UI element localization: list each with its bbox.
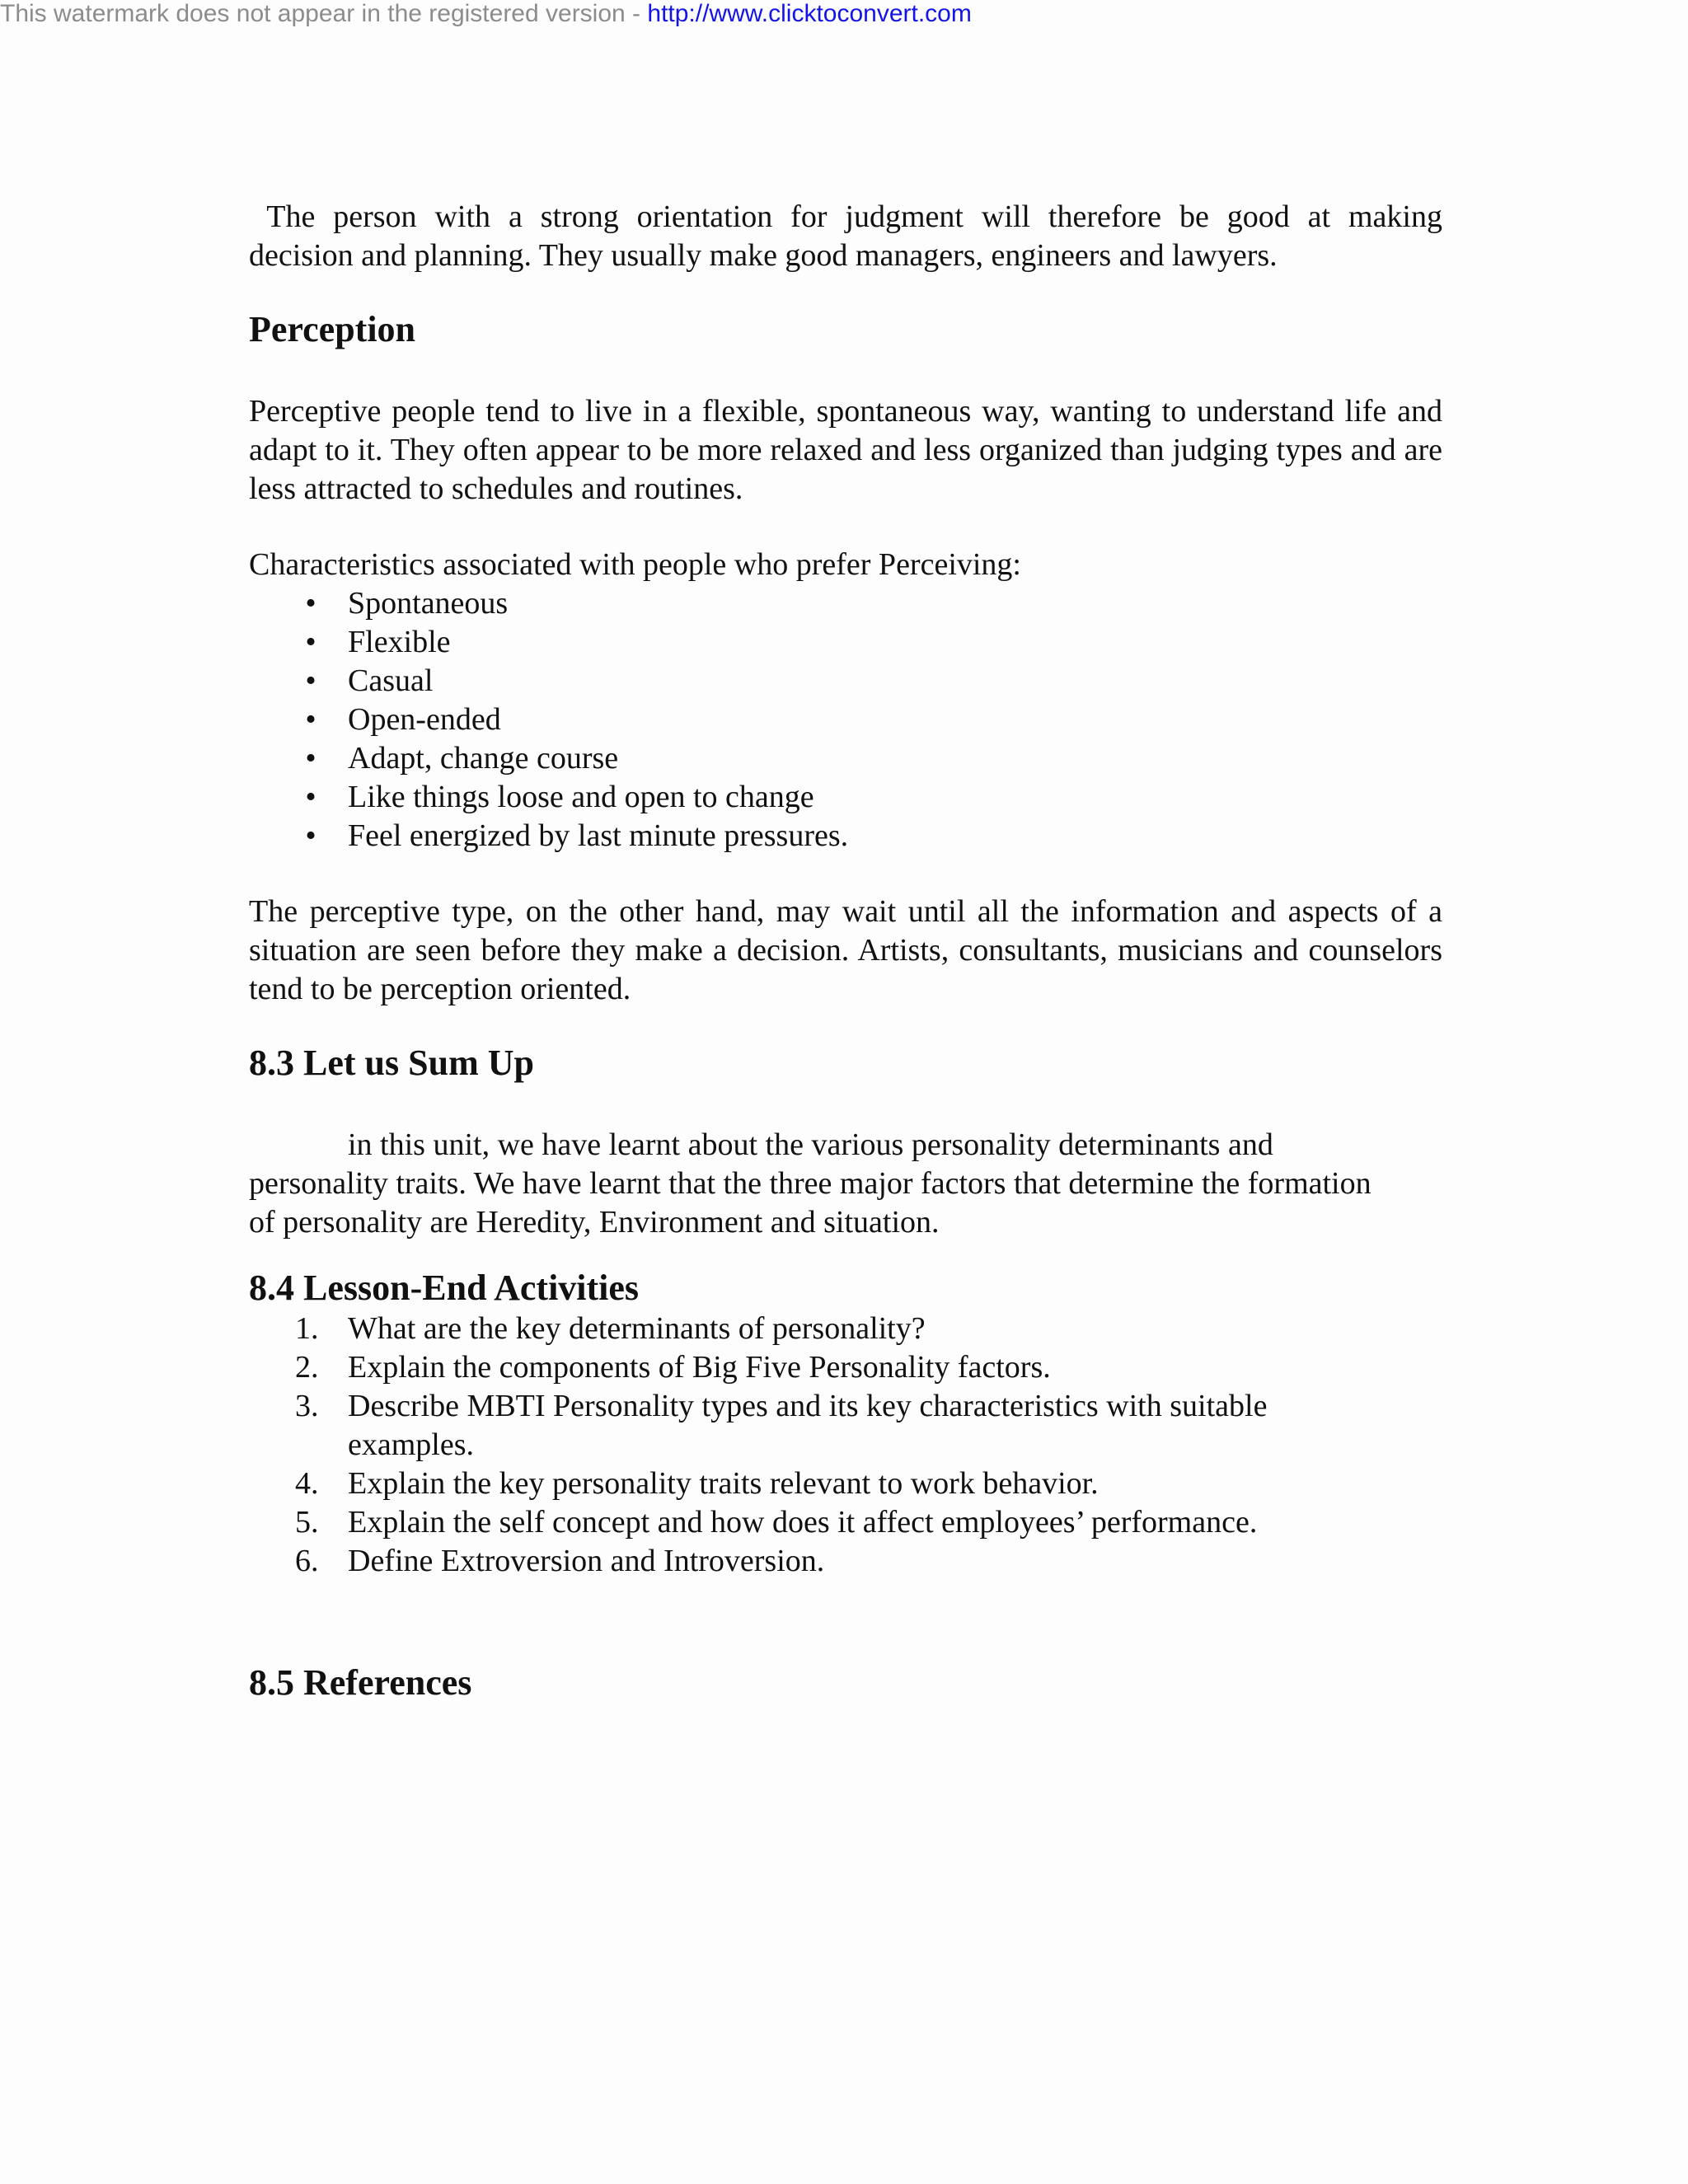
list-item: [249, 584, 1442, 623]
list-item: [249, 1542, 1442, 1581]
bullet: •: [305, 663, 316, 698]
perception-paragraph: Perceptive people tend to live in a flexible, spontaneous way, wanting to understand life and adapt to it. They often appear to be more relaxed and less organized than judging types and are less attracted to schedules and routines.: [249, 394, 1442, 506]
characteristics-list: [249, 584, 1442, 855]
list-item: [249, 701, 1442, 739]
list-item: [249, 1310, 1442, 1348]
list-item: [249, 1503, 1442, 1542]
characteristics-intro: Characteristics associated with people who prefer Perceiving:: [249, 547, 1021, 582]
item-number: 2.: [295, 1350, 319, 1385]
list-item-text: Explain the components of Big Five Personality factors.: [348, 1350, 1051, 1385]
list-item-text: Adapt, change course: [348, 741, 619, 776]
list-item-text: Describe MBTI Personality types and its key characteristics with suitable examples.: [348, 1389, 1268, 1462]
watermark-text: This watermark does not appear in the registered version -: [0, 0, 648, 27]
sum-up-line-1: in this unit, we have learnt about the various personality determinants and: [348, 1127, 1273, 1162]
list-item-text: Spontaneous: [348, 586, 509, 621]
list-item: [249, 623, 1442, 662]
item-number: 4.: [295, 1466, 319, 1501]
item-number: 1.: [295, 1311, 319, 1346]
list-item: [249, 1387, 1442, 1465]
sum-up-line-3: of personality are Heredity, Environment and situation.: [249, 1205, 940, 1240]
perception-heading: Perception: [249, 309, 416, 349]
item-number: 6.: [295, 1544, 319, 1578]
bullet: •: [305, 586, 316, 621]
item-number: 5.: [295, 1505, 319, 1540]
intro-line-2: decision and planning. They usually make good managers, engineers and lawyers.: [249, 238, 1278, 273]
list-item-text: Like things loose and open to change: [348, 780, 814, 814]
bullet: •: [305, 818, 316, 853]
bullet: •: [305, 702, 316, 737]
sum-up-line-2: personality traits. We have learnt that the three major factors that determine the formation: [249, 1166, 1372, 1201]
list-item: [249, 662, 1442, 701]
list-item: [249, 1348, 1442, 1387]
list-item-text: Feel energized by last minute pressures.: [348, 818, 849, 853]
sum-up-paragraph: [249, 1126, 1442, 1242]
bullet: •: [305, 625, 316, 659]
intro-line-1: The person with a strong orientation for judgment will therefore be good at making: [249, 199, 1442, 234]
list-item: [249, 1465, 1442, 1503]
watermark: [0, 0, 972, 28]
item-number: 3.: [295, 1389, 319, 1423]
list-item-text: Open-ended: [348, 702, 501, 737]
list-item-text: Explain the key personality traits relevant to work behavior.: [348, 1466, 1099, 1501]
watermark-link[interactable]: http://www.clicktoconvert.com: [647, 0, 972, 27]
bullet: •: [305, 741, 316, 776]
list-item-text: Flexible: [348, 625, 451, 659]
list-item-text: Casual: [348, 663, 434, 698]
document-page: [249, 198, 1442, 1704]
list-item-text: Explain the self concept and how does it affect employees’ performance.: [348, 1505, 1258, 1540]
references-heading: 8.5 References: [249, 1662, 472, 1703]
list-item: [249, 817, 1442, 855]
sum-up-heading: 8.3 Let us Sum Up: [249, 1043, 534, 1083]
list-item: [249, 778, 1442, 817]
perception-closing-paragraph: The perceptive type, on the other hand, may wait until all the information and aspects of a situation are seen before they make a decision. Artists, consultants, musicians and counselors tend to be perception oriented.: [249, 894, 1442, 1006]
bullet: •: [305, 780, 316, 814]
activities-heading: 8.4 Lesson-End Activities: [249, 1268, 640, 1308]
list-item: [249, 739, 1442, 778]
list-item-text: Define Extroversion and Introversion.: [348, 1544, 825, 1578]
list-item-text: What are the key determinants of personality?: [348, 1311, 926, 1346]
activities-list: [249, 1310, 1442, 1581]
